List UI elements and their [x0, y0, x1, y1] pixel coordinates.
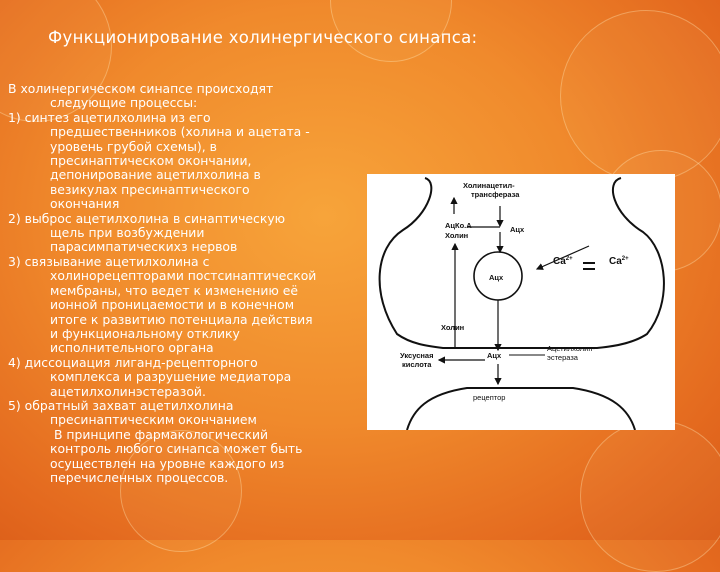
choline-label: Холин [445, 231, 469, 240]
synapse-svg [367, 174, 675, 430]
item-line: щель при возбуждении [50, 225, 205, 241]
postsynaptic-membrane [407, 388, 635, 430]
item-line: 3) связывание ацетилхолина с [8, 253, 210, 269]
item-line: везикулах пресинаптического [50, 181, 250, 197]
closing-note [8, 428, 360, 486]
process-item-5 [8, 399, 360, 428]
decorative-circle [580, 420, 720, 572]
cleft-ach-label: Ацх [487, 351, 502, 360]
process-item-2 [8, 212, 360, 255]
receptor-label: рецептор [473, 393, 506, 402]
item-line: 4) диссоциация лиганд-рецепторного [8, 354, 258, 370]
item-line: 5) обратный захват ацетилхолина [8, 397, 234, 413]
esterase-label: Ацетилхолин- [547, 344, 596, 353]
item-line: уровень грубой схемы), в [50, 138, 217, 154]
acetic-acid-label: Уксусная [400, 351, 434, 360]
process-item-4 [8, 356, 360, 399]
vesicle-ach-label: Ацх [489, 273, 504, 282]
process-item-3 [8, 255, 360, 356]
note-line: перечисленных процессов. [50, 469, 229, 485]
acetyl-coa-label: АцКо.А [445, 221, 472, 230]
note-line: В принципе фармакологический [50, 426, 269, 442]
intro-line: В холинергическом синапсе происходят [8, 81, 274, 96]
intro-paragraph [8, 82, 360, 111]
slide-title: Функционирование холинергического синапса: [48, 28, 478, 47]
transferase-label: трансфераза [471, 190, 520, 199]
item-line: пресинаптическим окончанием [50, 412, 257, 428]
item-line: комплекса и разрушение медиатора [50, 369, 292, 385]
note-line: осуществлен на уровне каждого из [50, 455, 285, 471]
transferase-label: Холинацетил- [463, 181, 515, 190]
calcium-left-label: $Ca^{2+}$ [553, 256, 573, 267]
esterase-label: эстераза [547, 353, 578, 362]
item-line: предшественников (холина и ацетата - [50, 124, 310, 140]
choline-mid-label: Холин [441, 323, 465, 332]
item-line: и функциональному отклику [50, 325, 240, 341]
item-line: 1) синтез ацетилхолина из его [8, 109, 211, 125]
item-line: холинорецепторами постсинаптической [50, 268, 317, 284]
item-line: итоге к развитию потенциала действия [50, 311, 313, 327]
note-line: контроль любого синапса может быть [50, 441, 303, 457]
item-line: ацетилхолинэстеразой. [50, 383, 206, 399]
item-line: депонирование ацетилхолина в [50, 167, 261, 183]
item-line: мембраны, что ведет к изменению её [50, 282, 299, 298]
item-line: ионной проницаемости и в конечном [50, 297, 295, 313]
item-line: исполнительного органа [50, 340, 214, 356]
intro-line: следующие процессы: [50, 95, 198, 111]
item-line: 2) выброс ацетилхолина в синаптическую [8, 210, 286, 226]
synapse-diagram [367, 174, 675, 430]
item-line: окончания [50, 196, 120, 212]
ach-label: Ацх [510, 225, 525, 234]
acetic-acid-label: кислота [402, 360, 432, 369]
slide-body [8, 82, 360, 485]
item-line: пресинаптическом окончании, [50, 153, 252, 169]
item-line: парасимпатическихз нервов [50, 239, 238, 255]
calcium-right-label: $Ca^{2+}$ [609, 256, 629, 267]
process-item-1 [8, 111, 360, 212]
